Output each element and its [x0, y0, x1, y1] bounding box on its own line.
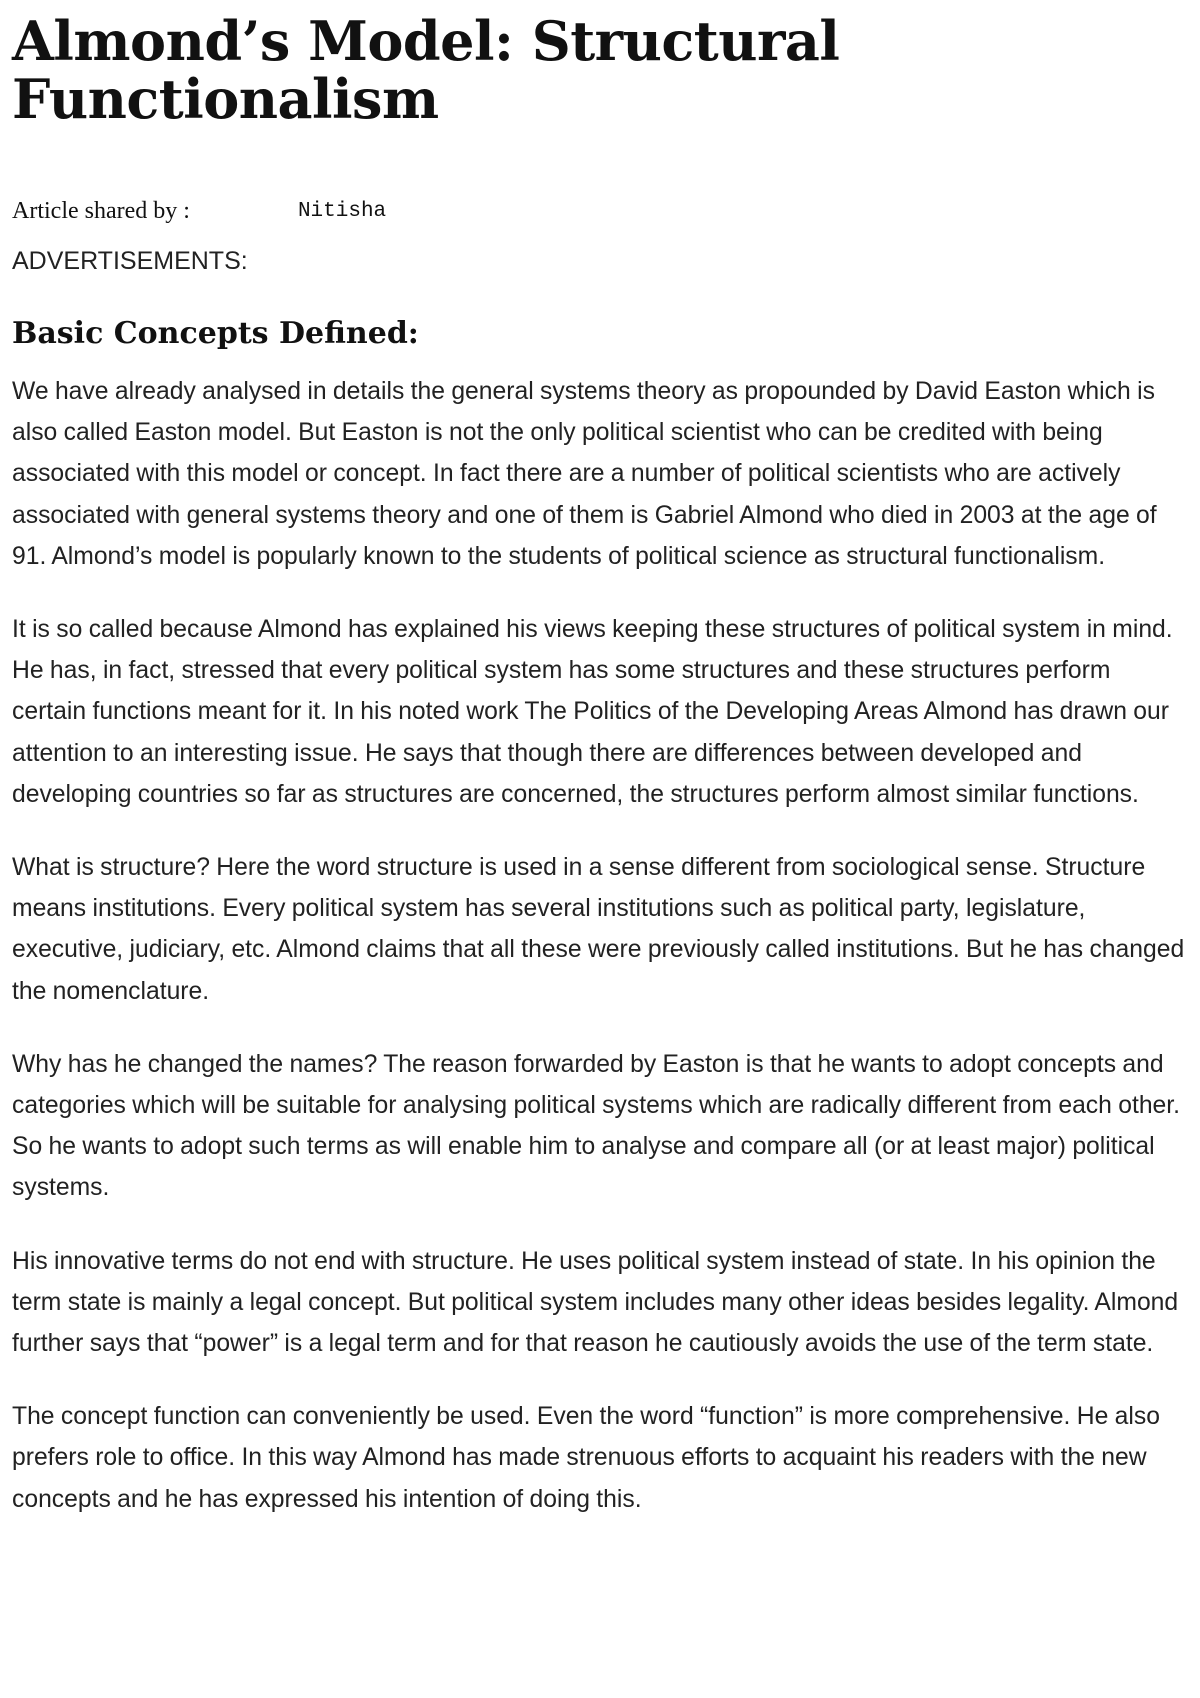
- article-paragraph: It is so called because Almond has explained his views keeping these structures of political system in mind. He has, in fact, stressed that every political system has some structures and these structures perform certain functions meant for it. In his noted work The Politics of the Developing Areas Almond has drawn our attention to an interesting issue. He says that though there are differences between developed and developing countries so far as structures are concerned, the structures perform almost similar functions.: [12, 616, 1173, 808]
- article-paragraph: The concept function can conveniently be used. Even the word “function” is more comprehensive. He also prefers role to office. In this way Almond has made strenuous efforts to acquaint his readers with the new concepts and he has expressed his intention of doing this.: [12, 1403, 1160, 1513]
- article-paragraph: We have already analysed in details the general systems theory as propounded by David Easton which is also called Easton model. But Easton is not the only political scientist who can be credited with being associated with this model or concept. In fact there are a number of political scientists who are actively associated with general systems theory and one of them is Gabriel Almond who died in 2003 at the age of 91. Almond’s model is popularly known to the students of political science as structural functionalism.: [12, 378, 1157, 570]
- article-paragraph: His innovative terms do not end with structure. He uses political system instead of state. In his opinion the term state is mainly a legal concept. But political system includes many other ideas besides legality. Almond further says that “power” is a legal term and for that reason he cautiously avoids the use of the term state.: [12, 1247, 1179, 1358]
- article-title: Almond’s Model: Structural Functionalism: [12, 9, 840, 131]
- author-name[interactable]: Nitisha: [297, 199, 387, 223]
- byline: [12, 196, 1188, 226]
- article-paragraph: What is structure? Here the word structure is used in a sense different from sociological sense. Structure means institutions. Every political system has several institutions such as political party, legislature, executive, judiciary, etc. Almond claims that all these were previously called institutions. But he has changed the nomenclature.: [12, 854, 1185, 1005]
- advertisements-label: ADVERTISEMENTS:: [12, 247, 248, 275]
- byline-label: Article shared by :: [12, 197, 190, 224]
- article-paragraph: Why has he changed the names? The reason forwarded by Easton is that he wants to adopt concepts and categories which will be suitable for analysing political systems which are radically different from each other. So he wants to adopt such terms as will enable him to analyse and compare all (or at least major) political systems.: [12, 1050, 1181, 1202]
- section-heading: Basic Concepts Defined:: [12, 316, 419, 351]
- article: [12, 0, 1188, 1520]
